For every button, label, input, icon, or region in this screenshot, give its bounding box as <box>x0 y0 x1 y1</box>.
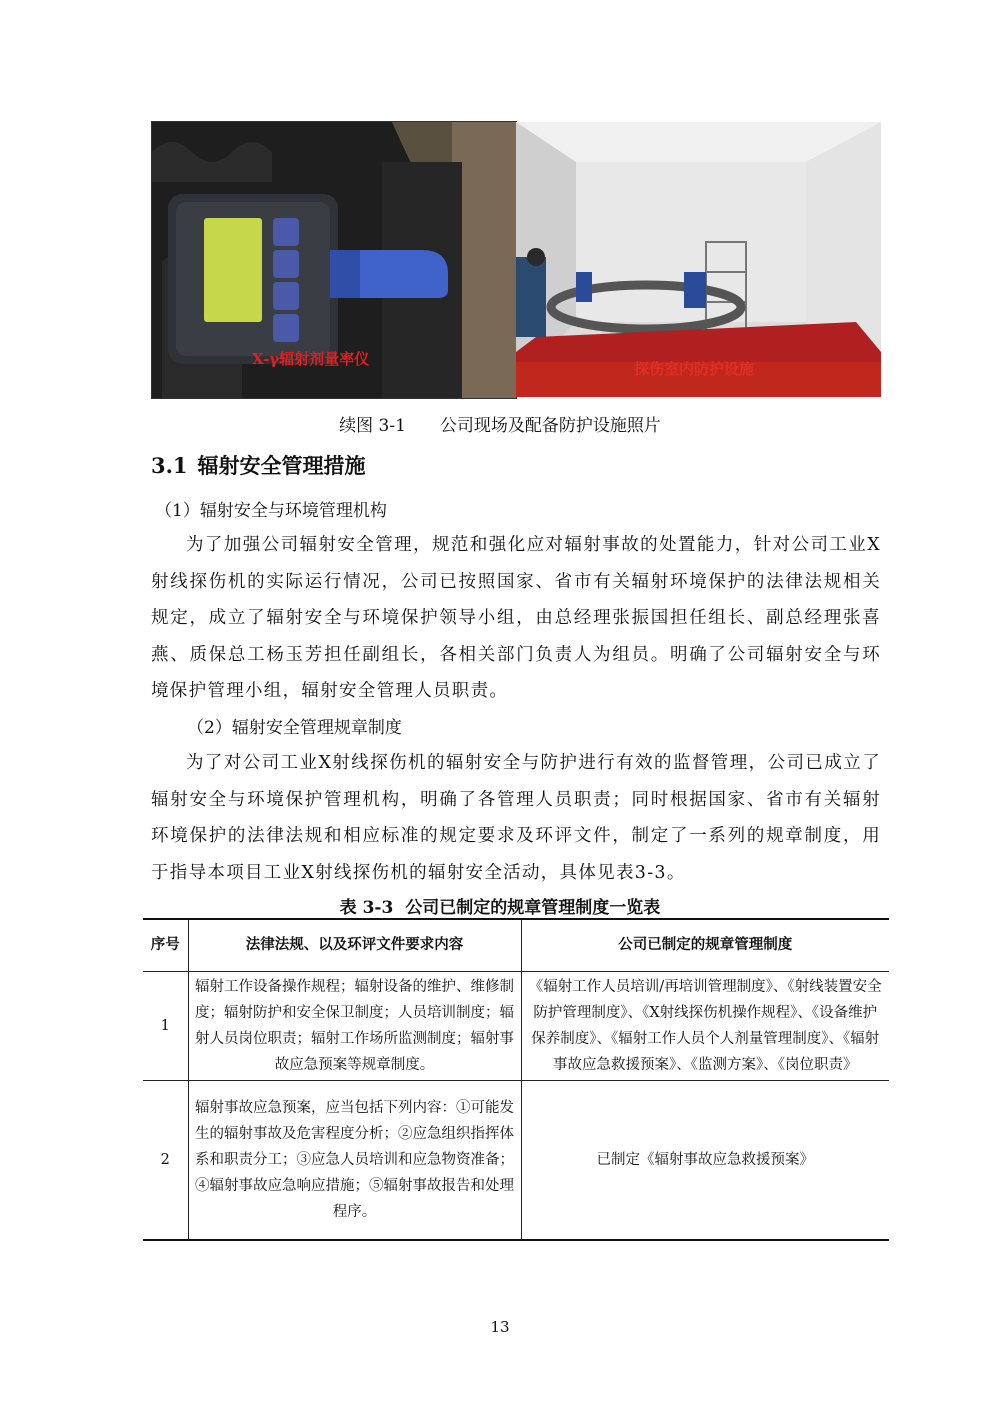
photo-right-label: 探伤室内防护设施 <box>634 360 755 378</box>
shielding-room-illustration <box>516 122 881 397</box>
figure-caption-text: 公司现场及配备防护设施照片 <box>439 416 661 436</box>
section-heading <box>151 450 366 480</box>
row-requirement: 辐射事故应急预案，应当包括下列内容：①可能发生的辐射事故及危害程度分析；②应急组织指挥体系和职责分工；③应急人员培训和应急物资准备；④辐射事故应急响应措施；⑤辐射事故报告和处理程序。 <box>188 1080 521 1240</box>
photo-dose-rate-meter <box>151 121 517 399</box>
row-established: 已制定《辐射事故应急救援预案》 <box>521 1080 889 1240</box>
row-no: 1 <box>143 971 188 1080</box>
section-title: 辐射安全管理措施 <box>197 453 366 478</box>
section-number: 3.1 <box>151 453 188 478</box>
table-caption <box>0 893 1000 918</box>
figure-caption-number: 续图 3-1 <box>339 416 406 436</box>
table-caption-text: 公司已制定的规章管理制度一览表 <box>405 898 661 918</box>
table-row <box>143 971 889 1080</box>
header-no: 序号 <box>143 919 188 971</box>
photo-shielding-room <box>516 122 881 397</box>
page-number: 13 <box>490 1318 510 1336</box>
row-requirement: 辐射工作设备操作规程；辐射设备的维护、维修制度；辐射防护和安全保卫制度；人员培训制度；辐射人员岗位职责；辐射工作场所监测制度；辐射事故应急预案等规章制度。 <box>188 971 521 1080</box>
table-caption-number: 表 3-3 <box>339 898 394 918</box>
header-requirement: 法律法规、以及环评文件要求内容 <box>188 919 521 971</box>
figure-caption <box>0 411 1000 436</box>
photo-left-label: X-γ辐射剂量率仪 <box>252 350 370 368</box>
rules-table <box>143 918 889 1241</box>
subheading-management-org: （1）辐射安全与环境管理机构 <box>155 501 387 521</box>
table-row <box>143 1080 889 1240</box>
header-established: 公司已制定的规章管理制度 <box>521 919 889 971</box>
paragraph-management-org: 为了加强公司辐射安全管理，规范和强化应对辐射事故的处置能力，针对公司工业X射线探伤机的实际运行情况，公司已按照国家、省市有关辐射环境保护的法律法规相关规定，成立了辐射安全与环境保护领导小组，由总经理张振国担任组长、副总经理张喜燕、质保总工杨玉芳担任副组长，各相关部门负责人为组员。明确了公司辐射安全与环境保护管理小组，辐射安全管理人员职责。 <box>151 535 881 701</box>
row-no: 2 <box>143 1080 188 1240</box>
paragraph-rules: 为了对公司工业X射线探伤机的辐射安全与防护进行有效的监督管理，公司已成立了辐射安全与环境保护管理机构，明确了各管理人员职责；同时根据国家、省市有关辐射环境保护的法律法规和相应标准的规定要求及环评文件，制定了一系列的规章制度，用于指导本项目工业X射线探伤机的辐射安全活动，具体见表3-3。 <box>151 753 881 883</box>
subheading-rules: （2）辐射安全管理规章制度 <box>187 718 402 738</box>
row-established: 《辐射工作人员培训/再培训管理制度》、《射线装置安全防护管理制度》、《X射线探伤机操作规程》、《设备维护保养制度》、《辐射工作人员个人剂量管理制度》、《辐射事故应急救援预案》、《监测方案》、《岗位职责》 <box>521 971 889 1080</box>
table-header-row <box>143 919 889 971</box>
